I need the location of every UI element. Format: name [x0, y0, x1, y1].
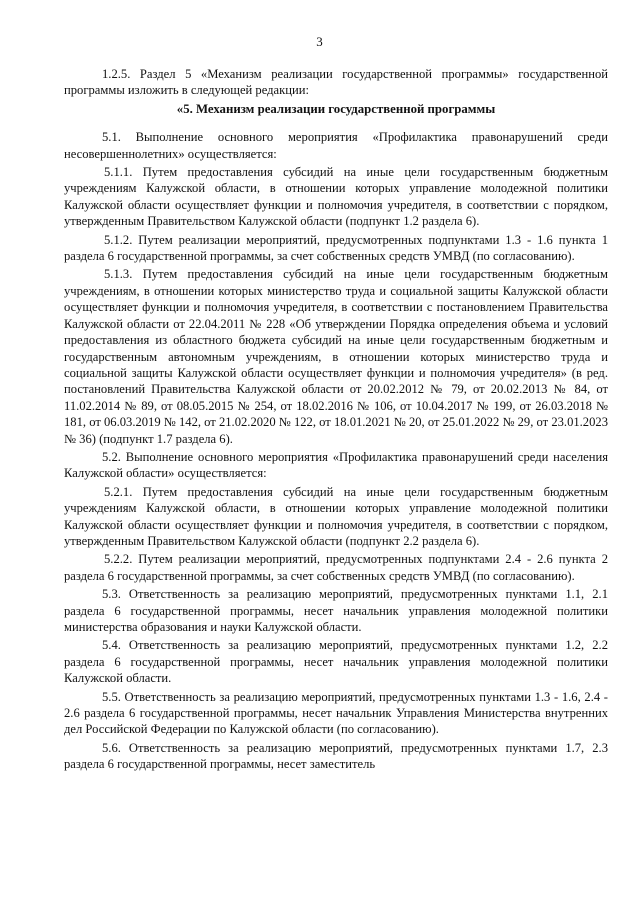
- paragraph-5-6: 5.6. Ответственность за реализацию мероприятий, предусмотренных пунктами 1.7, 2.3 раздела 6 государственной программы, несет заместитель: [64, 740, 608, 772]
- paragraph-5-3: 5.3. Ответственность за реализацию мероприятий, предусмотренных пунктами 1.1, 2.1 раздела 6 государственной программы, несет начальник управления молодежной политики министерства образования и науки Калужской области.: [64, 587, 608, 634]
- paragraph-5-5: 5.5. Ответственность за реализацию мероприятий, предусмотренных пунктами 1.3 - 1.6, 2.4 - 2.6 раздела 6 государственной программы, несет начальник Управления Министерства внутренних дел Российской Федерации по Калужской области (по согласованию).: [64, 689, 608, 737]
- document-body: [64, 66, 608, 775]
- paragraph-5-2: 5.2. Выполнение основного мероприятия «Профилактика правонарушений среди населения Калужской области» осуществляется:: [64, 449, 608, 481]
- paragraph-5-2-2: 5.2.2. Путем реализации мероприятий, предусмотренных подпунктами 2.4 - 2.6 пункта 2 раздела 6 государственной программы, за счет собственных средств УМВД (по согласованию).: [64, 552, 608, 583]
- paragraph-5-2-1: 5.2.1. Путем предоставления субсидий на иные цели государственным бюджетным учреждениям Калужской области, в отношении которых управление молодежной политики Калужской области осуществляет функции и полномочия учредителя, в соответствии с порядком, утвержденным Правительством Калужской области (подпункт 2.2 раздела 6).: [64, 484, 608, 548]
- paragraph-5-1-2: 5.1.2. Путем реализации мероприятий, предусмотренных подпунктами 1.3 - 1.6 пункта 1 раздела 6 государственной программы, за счет собственных средств УМВД (по согласованию).: [64, 232, 608, 264]
- section-heading: «5. Механизм реализации государственной программы: [176, 101, 496, 116]
- paragraph-5-4: 5.4. Ответственность за реализацию мероприятий, предусмотренных пунктами 1.2, 2.2 раздела 6 государственной программы, несет начальник управления молодежной политики Калужской области.: [64, 638, 608, 686]
- amendment-intro: 1.2.5. Раздел 5 «Механизм реализации государственной программы» государственной программы изложить в следующей редакции:: [64, 67, 608, 98]
- paragraph-5-1-3: 5.1.3. Путем предоставления субсидий на иные цели государственным бюджетным учреждениям, в отношении которых министерство труда и социальной защиты Калужской области осуществляет функции и полномочия учредителя, в соответствии с постановлением Правительства Калужской области от 22.04.2011 № 228 «Об утверждении Порядка определения объема и условий предоставления из областного бюджета субсидий на иные цели государственным бюджетным и государственным автономным учреждениям, в отношении которых министерство труда и социальной защиты Калужской области осуществляет функции и полномочия учредителя» (в ред. постановлений Правительства Калужской области от 20.02.2012 № 79, от 20.02.2013 № 84, от 11.02.2014 № 89, от 08.05.2015 № 254, от 18.02.2016 № 106, от 10.04.2017 № 199, от 26.03.2018 № 181, от 06.03.2019 № 142, от 21.02.2020 № 122, от 18.01.2021 № 20, от 25.01.2022 № 29, от 23.01.2023 № 36) (подпункт 1.7 раздела 6).: [64, 267, 608, 446]
- paragraph-5-1-1: 5.1.1. Путем предоставления субсидий на иные цели государственным бюджетным учреждениям Калужской области, в отношении которых управление молодежной политики Калужской области осуществляет функции и полномочия учредителя, в соответствии с порядком, утвержденным Правительством Калужской области (подпункт 1.2 раздела 6).: [64, 165, 608, 229]
- page-number: 3: [316, 34, 323, 49]
- paragraph-5-1: 5.1. Выполнение основного мероприятия «Профилактика правонарушений среди несовершеннолетних» осуществляется:: [64, 130, 608, 161]
